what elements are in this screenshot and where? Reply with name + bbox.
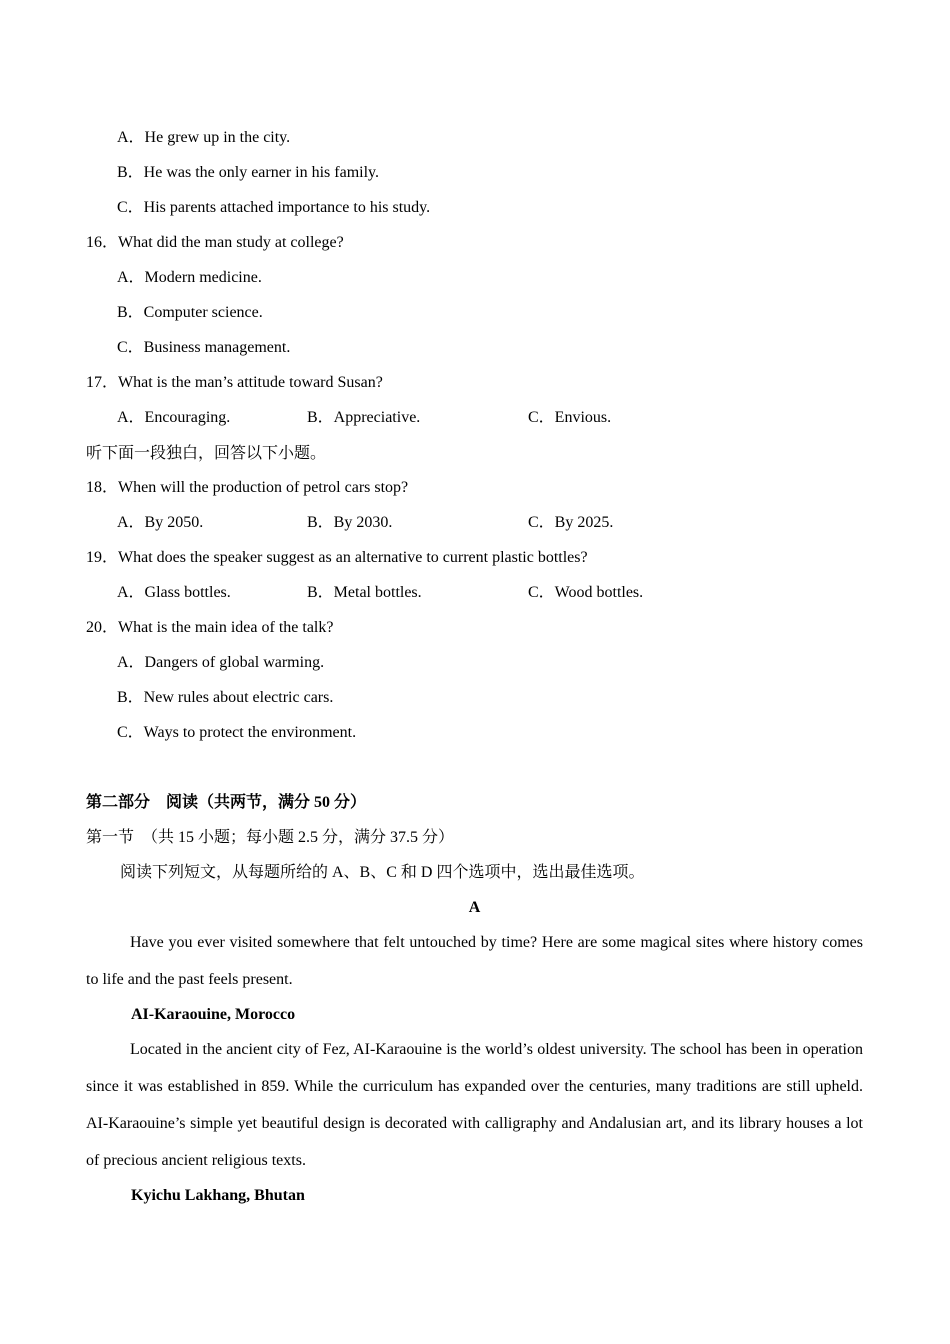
q18-option-a: A．By 2050. <box>117 514 204 531</box>
q19-option-a: A．Glass bottles. <box>117 584 231 601</box>
q20-question: 20．What is the main idea of the talk? <box>86 619 334 636</box>
q16-option-a: A．Modern medicine. <box>117 269 262 286</box>
reading-instruction: 阅读下列短文，从每题所给的 A、B、C 和 D 四个选项中，选出最佳选项。 <box>120 864 645 881</box>
q17-option-b: B．Appreciative. <box>307 409 421 426</box>
q17-option-c: C．Envious. <box>528 409 612 426</box>
passage-label: A <box>468 899 481 916</box>
q16-option-b: B．Computer science. <box>117 304 263 321</box>
part2-title: 第二部分 阅读（共两节，满分 50 分） <box>86 794 367 811</box>
q18-option-c: C．By 2025. <box>528 514 614 531</box>
q20-option-c: C．Ways to protect the environment. <box>117 724 357 741</box>
q19-question: 19．What does the speaker suggest as an alternative to current plastic bottles? <box>86 549 588 566</box>
q19-option-b: B．Metal bottles. <box>307 584 422 601</box>
q17-question: 17．What is the man’s attitude toward Susan? <box>86 374 383 391</box>
site1-text: Located in the ancient city of Fez, AI-Karaouine is the world’s oldest university. The school has been in operation since it was established in 859. While the curriculum has expanded over the centuries, many traditions are still upheld. AI-Karaouine’s simple yet beautiful design is decorated with calligraphy and Andalusian art, and its library houses a lot of precious ancient religious texts. <box>86 1041 863 1169</box>
q18-option-b: B．By 2030. <box>307 514 393 531</box>
q15-option-c: C．His parents attached importance to his study. <box>117 199 431 216</box>
q19-option-c: C．Wood bottles. <box>528 584 644 601</box>
q20-option-a: A．Dangers of global warming. <box>117 654 325 671</box>
q20-option-b: B．New rules about electric cars. <box>117 689 334 706</box>
passage-intro: Have you ever visited somewhere that felt untouched by time? Here are some magical sites where history comes to life and the past feels present. <box>86 934 863 988</box>
site2-heading: Kyichu Lakhang, Bhutan <box>131 1187 305 1204</box>
site1-heading: AI-Karaouine, Morocco <box>131 1006 296 1023</box>
q18-question: 18．When will the production of petrol cars stop? <box>86 479 409 496</box>
q17-option-a: A．Encouraging. <box>117 409 231 426</box>
q15-option-a: A．He grew up in the city. <box>117 129 291 146</box>
q16-option-c: C．Business management. <box>117 339 291 356</box>
section1-heading: 第一节 （共 15 小题；每小题 2.5 分，满分 37.5 分） <box>86 829 455 846</box>
q16-question: 16．What did the man study at college? <box>86 234 344 251</box>
monologue-instruction: 听下面一段独白，回答以下小题。 <box>86 445 327 462</box>
q15-option-b: B．He was the only earner in his family. <box>117 164 380 181</box>
